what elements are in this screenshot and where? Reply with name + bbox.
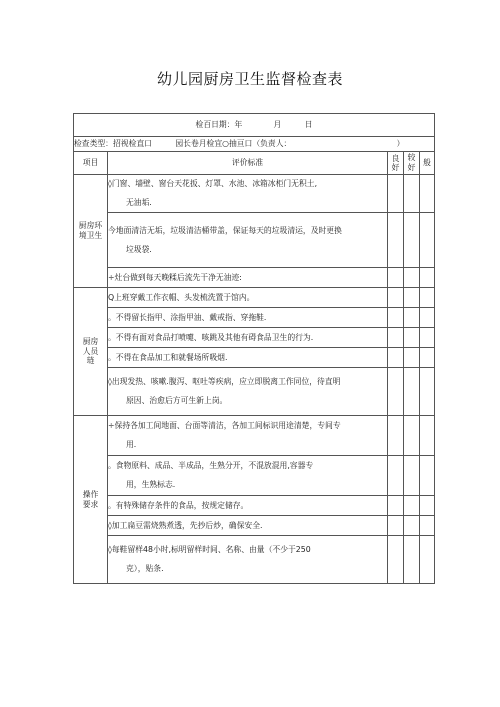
- criterion-text: ◊每鞋留样48小时,标明留样时间、名称、由量（不少于250: [108, 545, 311, 555]
- rating-general-cell[interactable]: [420, 456, 435, 496]
- rating-general-cell[interactable]: [420, 288, 435, 308]
- criterion-text: 。不得留长指甲、涂指甲油、戴戒指、穿拖鞋.: [108, 312, 267, 322]
- criterion-text-continued: 无油垢.: [126, 198, 152, 207]
- rating-better-cell[interactable]: [404, 516, 420, 536]
- rating-good-cell[interactable]: [388, 368, 404, 416]
- criterion-text: 。不得有面对食品打喷嚏、咳跳及其他有碍食品卫生的行为.: [108, 332, 314, 342]
- table-row: [74, 348, 435, 368]
- criterion-text-continued: 克），贴条.: [126, 564, 164, 573]
- criterion-cell: [108, 288, 388, 308]
- category-label: 境卫生: [78, 231, 103, 240]
- table-row: [74, 213, 435, 268]
- rating-good-cell[interactable]: [388, 175, 404, 213]
- category-cell: [74, 288, 108, 416]
- type-row: [74, 137, 435, 152]
- rating-good-cell[interactable]: [388, 456, 404, 496]
- date-row: [74, 114, 435, 137]
- rating-better-cell[interactable]: [404, 308, 420, 328]
- category-label: 厨房: [82, 336, 99, 346]
- rating-better-cell[interactable]: [404, 496, 420, 516]
- rating-good-cell[interactable]: [388, 536, 404, 584]
- rating-better-cell[interactable]: [404, 328, 420, 348]
- table-row: [74, 288, 435, 308]
- criterion-text-continued: 原因、治愈后方可生新上岗。: [126, 396, 228, 405]
- header-row: [74, 152, 435, 175]
- table-row: [74, 308, 435, 328]
- rating-general-cell[interactable]: [420, 536, 435, 584]
- rating-good-cell[interactable]: [388, 308, 404, 328]
- rating-better-cell[interactable]: [404, 268, 420, 288]
- rating-general-cell[interactable]: [420, 175, 435, 213]
- category-label: 操作: [82, 489, 99, 499]
- criterion-text: ◊出现发热、咳嗽.腹泻、呕吐等疾病，应立即脱离工作同位，待直明: [108, 377, 341, 387]
- rating-good-cell[interactable]: [388, 213, 404, 268]
- header-good-line1: 良: [391, 153, 400, 163]
- criterion-text-continued: 用，生熟标志.: [126, 480, 176, 489]
- rating-good-cell[interactable]: [388, 288, 404, 308]
- rating-better-cell[interactable]: [404, 456, 420, 496]
- rating-general-cell[interactable]: [420, 496, 435, 516]
- category-cell: [74, 175, 108, 288]
- rating-good-cell[interactable]: [388, 516, 404, 536]
- table-row: [74, 368, 435, 416]
- table-row: [74, 496, 435, 516]
- criterion-text: ÷灶台做到每天晚糅后流先干净无油迹:: [108, 272, 242, 282]
- rating-general-cell[interactable]: [420, 308, 435, 328]
- rating-good-cell[interactable]: [388, 268, 404, 288]
- rating-general-cell[interactable]: [420, 516, 435, 536]
- criterion-cell: [108, 268, 388, 288]
- header-general: 般: [420, 152, 435, 175]
- criterion-text: 。食物原料、成品、半成品，生熟分开，不混放混用,容器专: [108, 461, 314, 471]
- header-good-line2: 好: [391, 163, 400, 172]
- category-label: 要求: [82, 499, 99, 509]
- criterion-cell: [108, 213, 388, 268]
- criterion-cell: [108, 456, 388, 496]
- criterion-cell: [108, 308, 388, 328]
- criterion-text: 。不得在食品加工和就餐场所吸烟.: [108, 352, 228, 362]
- rating-general-cell[interactable]: [420, 348, 435, 368]
- header-better: 较好: [404, 152, 420, 175]
- rating-better-cell[interactable]: [404, 348, 420, 368]
- criterion-cell: [108, 516, 388, 536]
- table-row: [74, 416, 435, 456]
- criterion-text: ◊加工扁豆需烧熟煮透，先抄后炒，确保安全.: [108, 520, 263, 530]
- inspection-date: 检百日期：年 月 日: [74, 114, 435, 137]
- rating-general-cell[interactable]: [420, 328, 435, 348]
- header-item: 项目: [74, 152, 108, 175]
- criterion-text: 。有特殊储存条件的食品，按规定储存。: [108, 500, 249, 510]
- table-row: [74, 516, 435, 536]
- rating-general-cell[interactable]: [420, 268, 435, 288]
- criterion-cell: [108, 416, 388, 456]
- criterion-text-continued: 用.: [126, 440, 137, 449]
- rating-good-cell[interactable]: [388, 348, 404, 368]
- inspection-table: [73, 113, 435, 584]
- criterion-cell: [108, 496, 388, 516]
- rating-good-cell[interactable]: [388, 328, 404, 348]
- rating-better-cell[interactable]: [404, 175, 420, 213]
- category-label: 琏: [86, 356, 95, 366]
- table-row: [74, 536, 435, 584]
- table-row: [74, 456, 435, 496]
- header-good: [388, 152, 404, 175]
- criterion-text: ◊门窗、墙壁、窗台天花扳、灯罩、水池、冰箱冰柜门无积土,: [108, 179, 318, 189]
- criterion-text-continued: 垃圾袋.: [126, 244, 152, 254]
- table-row: [74, 268, 435, 288]
- criterion-text: ÷保持各加工间地面、台面等清洁，各加工间标识用途清楚，专间专: [108, 421, 341, 431]
- category-label: 厨房环: [78, 221, 103, 231]
- rating-general-cell[interactable]: [420, 368, 435, 416]
- table-row: [74, 175, 435, 213]
- rating-general-cell[interactable]: [420, 213, 435, 268]
- page-title: 幼儿园厨房卫生监督检查表: [156, 70, 343, 88]
- table-row: [74, 328, 435, 348]
- criterion-text: Q上班穿戴工作衣帽、头发梳洗置于馆内。: [108, 292, 255, 302]
- category-label: 人员: [82, 346, 99, 356]
- inspection-type: 检查类型：招视检直口 园长卷月检宜○抽亘口（负责人： ）: [74, 137, 435, 152]
- rating-good-cell[interactable]: [388, 416, 404, 456]
- rating-better-cell[interactable]: [404, 368, 420, 416]
- rating-better-cell[interactable]: [404, 416, 420, 456]
- rating-better-cell[interactable]: [404, 288, 420, 308]
- rating-general-cell[interactable]: [420, 416, 435, 456]
- criterion-cell: [108, 348, 388, 368]
- criterion-cell: [108, 175, 388, 213]
- criterion-cell: [108, 328, 388, 348]
- rating-better-cell[interactable]: [404, 536, 420, 584]
- header-standard: 评价标准: [108, 152, 388, 175]
- criterion-text: 今地面清洁无垢，垃圾清洁桶带盖，保证每天的垃圾清运，及时更换: [108, 225, 342, 235]
- criterion-cell: [108, 368, 388, 416]
- category-cell: [74, 416, 108, 584]
- criterion-cell: [108, 536, 388, 584]
- rating-better-cell[interactable]: [404, 213, 420, 268]
- rating-good-cell[interactable]: [388, 496, 404, 516]
